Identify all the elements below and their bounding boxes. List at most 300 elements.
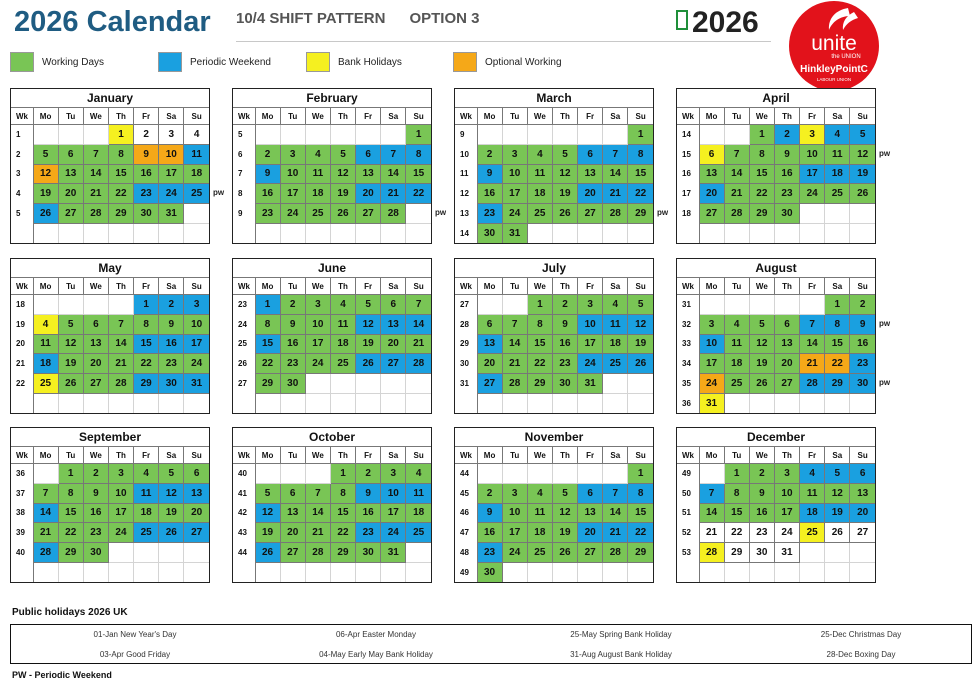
day-cell: 28 <box>381 204 406 224</box>
month-september <box>10 427 210 583</box>
day-cell: 28 <box>108 374 133 394</box>
week-number: 24 <box>233 314 255 334</box>
month-march <box>454 88 654 244</box>
empty-cell <box>305 223 330 243</box>
empty-cell <box>749 393 774 413</box>
empty-cell <box>527 125 552 145</box>
day-cell: 25 <box>527 543 552 563</box>
empty-cell <box>330 223 355 243</box>
empty-cell <box>724 393 749 413</box>
week-row <box>233 223 431 243</box>
empty-cell <box>552 125 577 145</box>
legend-label: Optional Working <box>485 57 562 68</box>
week-row <box>677 483 875 503</box>
week-row <box>233 523 431 543</box>
day-cell: 9 <box>477 164 502 184</box>
month-name: March <box>536 91 572 105</box>
empty-cell <box>83 393 108 413</box>
empty-cell <box>83 125 108 145</box>
empty-cell <box>255 464 280 484</box>
day-cell: 25 <box>603 354 628 374</box>
empty-cell <box>774 562 799 582</box>
weekday-header: Th <box>774 278 799 295</box>
empty-cell <box>603 125 628 145</box>
weekday-header: Mo <box>33 447 58 464</box>
day-cell: 12 <box>58 334 83 354</box>
week-number: 14 <box>677 125 699 145</box>
weekday-header: Fr <box>578 447 603 464</box>
empty-cell <box>800 295 825 315</box>
weekday-header: Tu <box>724 108 749 125</box>
week-column-header: Wk <box>233 447 255 464</box>
day-cell: 6 <box>58 144 83 164</box>
weekday-header: Tu <box>502 108 527 125</box>
day-cell: 10 <box>159 144 184 164</box>
empty-cell <box>255 562 280 582</box>
weekday-header: Fr <box>578 278 603 295</box>
empty-cell <box>356 125 381 145</box>
week-number: 5 <box>11 204 33 224</box>
week-row <box>455 334 653 354</box>
weekday-header: Su <box>184 108 209 125</box>
pattern-label: 10/4 SHIFT PATTERN <box>236 10 386 27</box>
empty-cell <box>58 223 83 243</box>
day-cell: 5 <box>628 295 653 315</box>
day-cell: 16 <box>159 334 184 354</box>
day-cell: 27 <box>280 543 305 563</box>
day-cell: 18 <box>330 334 355 354</box>
day-cell: 27 <box>83 374 108 394</box>
month-november <box>454 427 654 583</box>
week-number: 3 <box>11 164 33 184</box>
week-row <box>455 125 653 145</box>
day-cell: 22 <box>58 523 83 543</box>
weekday-header: Sa <box>825 278 850 295</box>
day-cell: 15 <box>406 164 431 184</box>
day-cell: 24 <box>381 523 406 543</box>
day-cell: 5 <box>330 144 355 164</box>
day-cell: 24 <box>774 523 799 543</box>
day-cell: 24 <box>280 204 305 224</box>
empty-cell <box>83 562 108 582</box>
day-cell: 26 <box>552 543 577 563</box>
day-cell: 21 <box>699 523 724 543</box>
day-cell: 23 <box>850 354 875 374</box>
weekday-header: Th <box>108 278 133 295</box>
day-cell: 14 <box>83 164 108 184</box>
empty-cell <box>800 223 825 243</box>
empty-cell <box>134 543 159 563</box>
day-cell: 15 <box>108 164 133 184</box>
day-cell: 21 <box>502 354 527 374</box>
week-row <box>233 204 431 224</box>
week-row <box>677 144 875 164</box>
day-cell: 10 <box>305 314 330 334</box>
day-cell: 30 <box>280 374 305 394</box>
week-column-header: Wk <box>677 447 699 464</box>
day-cell: 28 <box>502 374 527 394</box>
week-number <box>677 223 699 243</box>
day-cell: 20 <box>578 523 603 543</box>
day-cell: 2 <box>134 125 159 145</box>
week-number: 10 <box>455 144 477 164</box>
weekday-header: Fr <box>134 278 159 295</box>
periodic-weekend-marker: pw <box>879 148 891 158</box>
empty-cell <box>356 393 381 413</box>
empty-cell <box>159 223 184 243</box>
day-cell: 20 <box>184 503 209 523</box>
day-cell: 14 <box>699 503 724 523</box>
day-cell: 24 <box>184 354 209 374</box>
empty-cell <box>406 562 431 582</box>
day-cell: 2 <box>280 295 305 315</box>
day-cell: 19 <box>159 503 184 523</box>
weekday-header: We <box>527 447 552 464</box>
periodic-weekend-marker: pw <box>657 208 669 218</box>
day-cell: 17 <box>305 334 330 354</box>
empty-cell <box>184 204 209 224</box>
week-row <box>233 184 431 204</box>
empty-cell <box>724 125 749 145</box>
weekday-header: We <box>749 108 774 125</box>
day-cell: 22 <box>628 184 653 204</box>
day-cell: 21 <box>381 184 406 204</box>
weekday-header: Fr <box>134 108 159 125</box>
day-cell: 29 <box>628 204 653 224</box>
empty-cell <box>159 562 184 582</box>
day-cell: 8 <box>825 314 850 334</box>
day-cell: 19 <box>628 334 653 354</box>
month-name: April <box>762 91 790 105</box>
day-cell: 13 <box>356 164 381 184</box>
day-cell: 5 <box>33 144 58 164</box>
week-row <box>677 523 875 543</box>
day-cell: 31 <box>184 374 209 394</box>
day-cell: 21 <box>603 184 628 204</box>
weekday-header: Tu <box>280 278 305 295</box>
week-row <box>455 164 653 184</box>
empty-cell <box>134 562 159 582</box>
day-cell: 14 <box>305 503 330 523</box>
day-cell: 21 <box>305 523 330 543</box>
weekday-header: Fr <box>134 447 159 464</box>
day-cell: 11 <box>527 503 552 523</box>
weekday-header: Tu <box>502 447 527 464</box>
empty-cell <box>108 562 133 582</box>
day-cell: 10 <box>502 164 527 184</box>
empty-cell <box>406 374 431 394</box>
week-number <box>11 562 33 582</box>
year-label: 2026 <box>692 6 759 39</box>
week-row <box>455 464 653 484</box>
weekday-header: Tu <box>724 278 749 295</box>
day-cell: 9 <box>134 144 159 164</box>
day-cell: 26 <box>58 374 83 394</box>
week-row <box>455 204 653 224</box>
day-cell: 8 <box>330 483 355 503</box>
day-cell: 26 <box>255 543 280 563</box>
empty-cell <box>33 223 58 243</box>
day-cell: 4 <box>603 295 628 315</box>
day-cell: 28 <box>305 543 330 563</box>
empty-cell <box>552 562 577 582</box>
week-row <box>11 204 209 224</box>
weekday-header: Mo <box>477 108 502 125</box>
weekday-header-row <box>455 108 653 125</box>
day-cell: 10 <box>108 483 133 503</box>
week-number: 14 <box>455 223 477 243</box>
day-cell: 10 <box>502 503 527 523</box>
day-cell: 29 <box>825 374 850 394</box>
month-table <box>455 277 653 413</box>
month-july <box>454 258 654 414</box>
day-cell: 30 <box>134 204 159 224</box>
day-cell: 5 <box>159 464 184 484</box>
week-row <box>677 562 875 582</box>
weekday-header: Th <box>108 108 133 125</box>
month-february <box>232 88 432 244</box>
weekday-header: Su <box>628 278 653 295</box>
day-cell: 8 <box>628 483 653 503</box>
day-cell: 26 <box>552 204 577 224</box>
day-cell: 29 <box>749 204 774 224</box>
empty-cell <box>850 393 875 413</box>
day-cell: 6 <box>774 314 799 334</box>
unite-union-logo <box>788 0 880 92</box>
day-cell: 15 <box>724 503 749 523</box>
day-cell: 17 <box>108 503 133 523</box>
day-cell: 8 <box>527 314 552 334</box>
day-cell: 7 <box>33 483 58 503</box>
week-row <box>677 164 875 184</box>
empty-cell <box>255 223 280 243</box>
month-table <box>233 446 431 582</box>
empty-cell <box>58 125 83 145</box>
day-cell: 21 <box>108 354 133 374</box>
day-cell: 19 <box>552 523 577 543</box>
month-table <box>11 446 209 582</box>
day-cell: 3 <box>159 125 184 145</box>
week-number <box>11 393 33 413</box>
weekday-header-row <box>677 108 875 125</box>
weekday-header-row <box>11 108 209 125</box>
day-cell: 26 <box>628 354 653 374</box>
week-row <box>455 543 653 563</box>
month-name: June <box>317 261 346 275</box>
day-cell: 11 <box>184 144 209 164</box>
day-cell: 5 <box>749 314 774 334</box>
week-row <box>11 164 209 184</box>
empty-cell <box>724 562 749 582</box>
day-cell: 11 <box>825 144 850 164</box>
day-cell: 22 <box>330 523 355 543</box>
periodic-weekend-marker: pw <box>879 318 891 328</box>
week-number: 16 <box>677 164 699 184</box>
empty-cell <box>527 464 552 484</box>
day-cell: 22 <box>527 354 552 374</box>
week-number: 49 <box>455 562 477 582</box>
day-cell: 12 <box>552 503 577 523</box>
weekday-header: Th <box>552 447 577 464</box>
day-cell: 18 <box>800 503 825 523</box>
day-cell: 18 <box>527 184 552 204</box>
day-cell: 21 <box>406 334 431 354</box>
weekday-header: Tu <box>724 447 749 464</box>
weekday-header: Su <box>850 278 875 295</box>
weekday-header: Tu <box>280 108 305 125</box>
day-cell: 23 <box>477 204 502 224</box>
day-cell: 10 <box>800 144 825 164</box>
week-row <box>11 543 209 563</box>
holiday-entry: 04-May Early May Bank Holiday <box>319 650 433 659</box>
day-cell: 20 <box>356 184 381 204</box>
day-cell: 7 <box>381 144 406 164</box>
weekday-header: Sa <box>381 108 406 125</box>
day-cell: 10 <box>381 483 406 503</box>
week-number: 27 <box>233 374 255 394</box>
empty-cell <box>800 204 825 224</box>
weekday-header: Th <box>330 108 355 125</box>
week-row <box>455 144 653 164</box>
day-cell: 2 <box>552 295 577 315</box>
day-cell: 17 <box>159 164 184 184</box>
month-december <box>676 427 876 583</box>
day-cell: 5 <box>58 314 83 334</box>
day-cell: 2 <box>774 125 799 145</box>
week-row <box>11 464 209 484</box>
day-cell: 15 <box>134 334 159 354</box>
weekday-header-row <box>677 278 875 295</box>
day-cell: 23 <box>159 354 184 374</box>
day-cell: 13 <box>578 503 603 523</box>
day-cell: 25 <box>33 374 58 394</box>
placeholder-glyph-icon <box>676 10 688 30</box>
legend-label: Bank Holidays <box>338 57 402 68</box>
day-cell: 10 <box>184 314 209 334</box>
day-cell: 8 <box>134 314 159 334</box>
periodic-weekend-marker: pw <box>879 378 891 388</box>
month-name: October <box>308 430 355 444</box>
day-cell: 15 <box>527 334 552 354</box>
title-underline <box>236 41 771 42</box>
week-row <box>455 184 653 204</box>
day-cell: 12 <box>552 164 577 184</box>
day-cell: 18 <box>134 503 159 523</box>
holiday-entry: 25-May Spring Bank Holiday <box>570 630 672 639</box>
week-number: 22 <box>11 374 33 394</box>
day-cell: 8 <box>406 144 431 164</box>
day-cell: 25 <box>184 184 209 204</box>
week-row <box>233 164 431 184</box>
empty-cell <box>552 223 577 243</box>
month-table <box>11 277 209 413</box>
day-cell: 7 <box>699 483 724 503</box>
empty-cell <box>477 464 502 484</box>
weekday-header: Fr <box>578 108 603 125</box>
day-cell: 23 <box>774 184 799 204</box>
week-row <box>677 464 875 484</box>
week-row <box>677 543 875 563</box>
weekday-header: Sa <box>159 278 184 295</box>
empty-cell <box>552 393 577 413</box>
day-cell: 17 <box>184 334 209 354</box>
day-cell: 27 <box>477 374 502 394</box>
day-cell: 31 <box>502 223 527 243</box>
weekday-header: We <box>305 108 330 125</box>
day-cell: 2 <box>749 464 774 484</box>
week-number: 21 <box>11 354 33 374</box>
legend-swatch <box>10 52 34 72</box>
empty-cell <box>33 464 58 484</box>
week-row <box>455 483 653 503</box>
empty-cell <box>280 125 305 145</box>
weekday-header: Mo <box>699 447 724 464</box>
holiday-entry: 06-Apr Easter Monday <box>335 630 417 639</box>
day-cell: 7 <box>603 483 628 503</box>
week-column-header: Wk <box>11 108 33 125</box>
week-number: 47 <box>455 523 477 543</box>
week-number: 13 <box>455 204 477 224</box>
day-cell: 3 <box>774 464 799 484</box>
month-name: December <box>746 430 806 444</box>
month-may <box>10 258 210 414</box>
empty-cell <box>406 543 431 563</box>
day-cell: 5 <box>552 144 577 164</box>
weekday-header: Tu <box>58 447 83 464</box>
day-cell: 11 <box>724 334 749 354</box>
day-cell: 14 <box>381 164 406 184</box>
week-column-header: Wk <box>11 447 33 464</box>
day-cell: 20 <box>381 334 406 354</box>
month-name: July <box>541 261 566 275</box>
day-cell: 3 <box>578 295 603 315</box>
day-cell: 6 <box>477 314 502 334</box>
day-cell: 5 <box>850 125 875 145</box>
empty-cell <box>184 223 209 243</box>
day-cell: 4 <box>406 464 431 484</box>
empty-cell <box>527 562 552 582</box>
day-cell: 24 <box>578 354 603 374</box>
day-cell: 17 <box>381 503 406 523</box>
day-cell: 28 <box>33 543 58 563</box>
empty-cell <box>699 562 724 582</box>
day-cell: 16 <box>774 164 799 184</box>
week-row <box>455 354 653 374</box>
empty-cell <box>774 223 799 243</box>
day-cell: 25 <box>134 523 159 543</box>
day-cell: 22 <box>825 354 850 374</box>
week-number: 49 <box>677 464 699 484</box>
week-number: 15 <box>677 144 699 164</box>
weekday-header: Mo <box>33 278 58 295</box>
day-cell: 12 <box>749 334 774 354</box>
week-column-header: Wk <box>455 108 477 125</box>
day-cell: 1 <box>255 295 280 315</box>
weekday-header: Sa <box>603 447 628 464</box>
day-cell: 1 <box>108 125 133 145</box>
week-number: 2 <box>11 144 33 164</box>
day-cell: 4 <box>724 314 749 334</box>
day-cell: 4 <box>527 144 552 164</box>
week-number: 1 <box>11 125 33 145</box>
day-cell: 23 <box>552 354 577 374</box>
week-number <box>11 223 33 243</box>
week-row <box>455 523 653 543</box>
week-number: 23 <box>233 295 255 315</box>
empty-cell <box>578 125 603 145</box>
day-cell: 1 <box>406 125 431 145</box>
day-cell: 29 <box>527 374 552 394</box>
